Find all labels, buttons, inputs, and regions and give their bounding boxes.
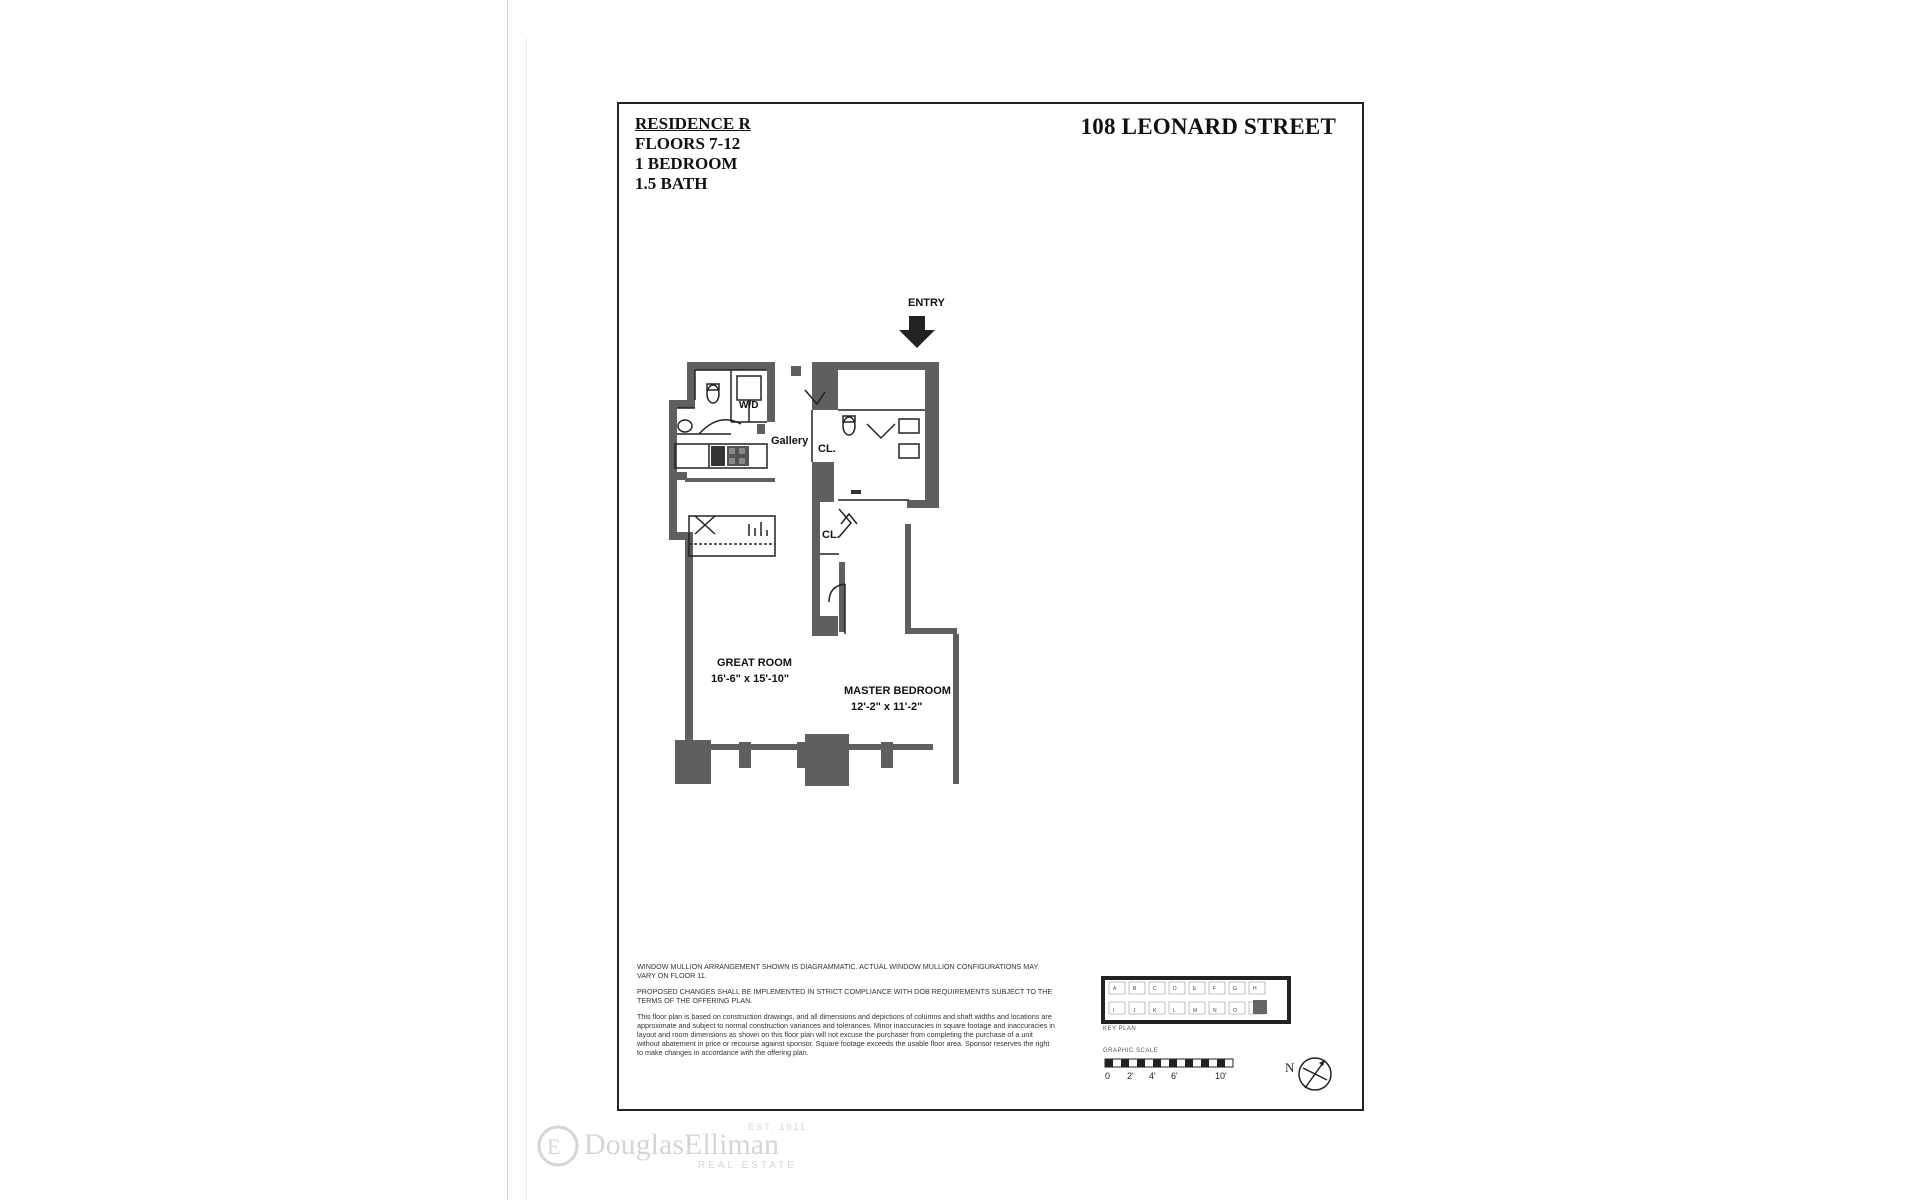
- key-plan-unit: F: [1213, 986, 1217, 992]
- svg-text:E: E: [547, 1134, 561, 1159]
- great-room-label: GREAT ROOM: [717, 657, 792, 669]
- key-plan-unit: K: [1153, 1008, 1157, 1014]
- graphic-scale: [1103, 1057, 1253, 1085]
- key-plan-highlight: [1253, 1000, 1267, 1014]
- scale-segment: [1105, 1059, 1113, 1067]
- scale-tick-label: 0: [1105, 1071, 1111, 1081]
- scale-tick-label: 2': [1127, 1071, 1134, 1081]
- kitchen-appliances: [711, 446, 861, 494]
- logo-sub: REAL ESTATE: [698, 1160, 797, 1171]
- north-label: N: [1285, 1060, 1295, 1075]
- key-plan-unit: J: [1133, 1008, 1136, 1014]
- floor-plan-sheet: [617, 102, 1364, 1111]
- key-plan-unit: E: [1193, 986, 1197, 992]
- mullion-note: WINDOW MULLION ARRANGEMENT SHOWN IS DIAGRAMMATIC. ACTUAL WINDOW MULLION CONFIGURATIONS MAY VARY ON FLOOR 11.: [637, 962, 1039, 980]
- north-arrow: [1285, 1052, 1335, 1096]
- scale-tick-label: 10': [1215, 1071, 1227, 1081]
- plan-notes: [637, 962, 1057, 1064]
- changes-note: PROPOSED CHANGES SHALL BE IMPLEMENTED IN STRICT COMPLIANCE WITH DOB REQUIREMENTS SUBJECT TO THE TERMS OF THE OFFERING PLAN.: [637, 987, 1053, 1005]
- building-name: 108 LEONARD STREET: [1080, 114, 1336, 139]
- bedrooms-text: 1 BEDROOM: [635, 154, 738, 173]
- logo-est: EST. 1911: [748, 1122, 807, 1132]
- scale-tick-label: 4': [1149, 1071, 1156, 1081]
- scale-segment: [1137, 1059, 1145, 1067]
- brokerage-logo: [536, 1122, 816, 1174]
- key-plan-unit: O: [1233, 1008, 1237, 1014]
- entry-label: ENTRY: [908, 297, 945, 309]
- page-edge: [507, 0, 508, 1200]
- wd-label: W/D: [739, 400, 759, 411]
- key-plan-unit: H: [1253, 986, 1257, 992]
- closet-label-1: CL.: [818, 443, 836, 455]
- key-plan-unit: N: [1213, 1008, 1217, 1014]
- key-plan-label: KEY PLAN: [1103, 1026, 1137, 1032]
- disclaimer-note: This floor plan is based on construction drawings, and all dimensions and depictions of columns and shaft widths and locations are approximate and subject to normal construction variances and tolerances. Minor inaccuracies in square footage and inaccuracies in layout and room dimensions as shown on this floor plan will not excuse the purchaser from completing the purchase of a unit without abatement in price or recourse against sponsor. Square footage exceeds the usable floor area. Sponsor reserves the right to make changes in accordance with the offering plan.: [637, 1012, 1055, 1057]
- key-plan-unit: D: [1173, 986, 1177, 992]
- entry-arrow-icon: [899, 316, 935, 348]
- master-bedroom-dims: 12'-2" x 11'-2": [851, 701, 923, 713]
- key-plan-unit: B: [1133, 986, 1137, 992]
- closet-label-2: CL.: [822, 529, 840, 541]
- residence-title: RESIDENCE R: [635, 114, 751, 133]
- great-room-dims: 16'-6" x 15'-10": [711, 673, 790, 685]
- floor-plan-drawing: [619, 104, 1362, 1109]
- logo-name: DouglasElliman: [584, 1128, 779, 1161]
- scale-tick-label: 6': [1171, 1071, 1178, 1081]
- scale-segment: [1217, 1059, 1225, 1067]
- scale-segment: [1121, 1059, 1129, 1067]
- floors-text: FLOORS 7-12: [635, 134, 741, 153]
- scale-segment: [1201, 1059, 1209, 1067]
- key-plan-unit: L: [1173, 1008, 1176, 1014]
- page-edge-inner: [526, 38, 527, 1200]
- logo-emblem-icon: [536, 1124, 580, 1168]
- scale-segment: [1153, 1059, 1161, 1067]
- walls: [669, 362, 959, 786]
- gallery-label: Gallery: [771, 435, 809, 447]
- key-plan: [1099, 974, 1299, 1024]
- scale-segment: [1185, 1059, 1193, 1067]
- baths-text: 1.5 BATH: [635, 174, 708, 193]
- key-plan-unit: A: [1113, 986, 1117, 992]
- scale-label: GRAPHIC SCALE: [1103, 1048, 1159, 1054]
- key-plan-unit: C: [1153, 986, 1157, 992]
- key-plan-unit: G: [1233, 986, 1237, 992]
- partitions: [675, 370, 925, 634]
- key-plan-unit: M: [1193, 1008, 1198, 1014]
- key-plan-unit: I: [1113, 1008, 1115, 1014]
- master-bedroom-label: MASTER BEDROOM: [844, 685, 951, 697]
- scale-segment: [1169, 1059, 1177, 1067]
